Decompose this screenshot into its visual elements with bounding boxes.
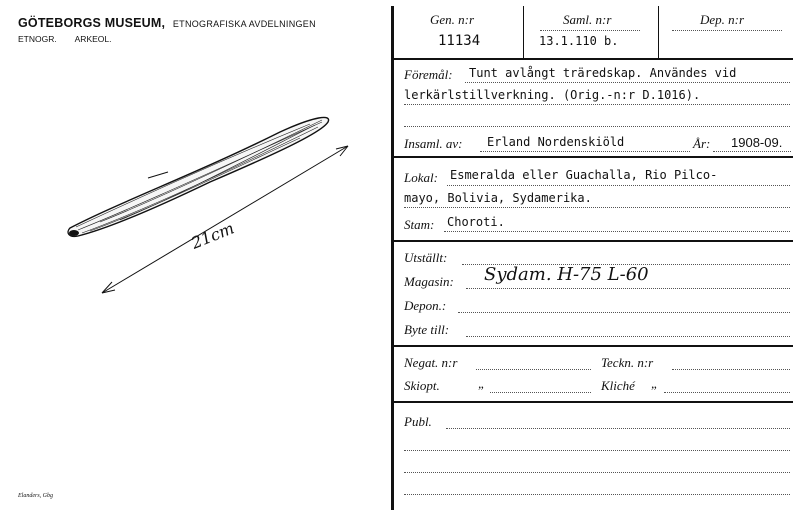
ar-value: 1908-09. [731,135,783,150]
rule-insaml [393,156,793,158]
foremal-line2: lerkärlstillverkning. (Orig.-n:r D.1016). [404,88,701,102]
dep-label: Dep. n:r [700,12,745,27]
printer-mark: Elanders, Gbg [18,493,53,499]
magasin-value: Sydam. H-75 L-60 [484,264,649,285]
museum-header [18,16,316,30]
rule-images [393,401,793,403]
gen-value: 11134 [438,33,481,49]
number-divider-1 [523,6,524,58]
ar-label: År: [693,136,711,151]
museum-name: GÖTEBORGS MUSEUM, [18,16,166,30]
card-divider [391,6,394,510]
rule-stam [393,240,793,242]
rule-numbers [393,58,793,60]
rule-storage [393,345,793,347]
foremal-label: Föremål: [404,67,453,82]
skiopt-ditto: „ [478,376,486,391]
measure-label: 21cm [188,218,237,253]
lokal-line2: mayo, Bolivia, Sydamerika. [404,191,592,205]
insaml-value: Erland Nordenskiöld [487,135,625,149]
utstallt-label: Utställt: [404,250,448,265]
saml-label: Saml. n:r [563,12,612,27]
kliche-ditto: „ [651,376,659,391]
lokal-line1: Esmeralda eller Guachalla, Rio Pilco- [450,168,718,182]
publ-label: Publ. [404,414,432,429]
stam-value: Choroti. [447,215,505,229]
department-name: ETNOGRAFISKA AVDELNINGEN [172,19,316,29]
foremal-line1: Tunt avlångt träredskap. Användes vid [469,66,737,80]
object-sketch [60,110,360,310]
lokal-label: Lokal: [404,170,438,185]
gen-label: Gen. n:r [430,12,475,27]
insaml-label: Insaml. av: [404,136,463,151]
number-divider-2 [658,6,659,58]
skiopt-label: Skiopt. [404,378,440,393]
category-row [18,34,128,44]
magasin-label: Magasin: [404,274,454,289]
depon-label: Depon.: [404,298,447,313]
saml-value: 13.1.110 b. [539,34,619,48]
stam-label: Stam: [404,217,435,232]
teckn-label: Teckn. n:r [601,355,654,370]
negat-label: Negat. n:r [404,355,458,370]
byte-label: Byte till: [404,322,450,337]
kliche-label: Kliché [601,378,635,393]
category-etnogr: ETNOGR. [18,34,57,44]
category-arkeol: ARKEOL. [74,34,112,44]
